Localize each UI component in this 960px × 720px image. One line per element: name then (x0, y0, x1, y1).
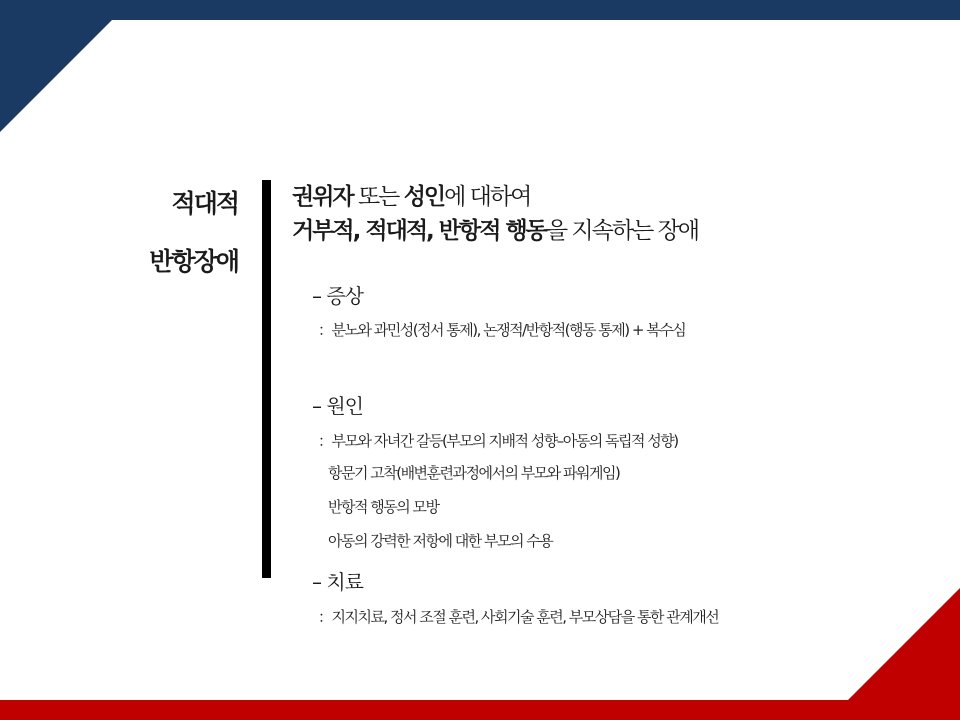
definition-line-2 (292, 212, 698, 245)
slide-title-line-1: 적대적 (171, 189, 238, 218)
symptoms-line: ：분노와 과민성(정서 통제), 논쟁적/반항적(행동 통제) + 복수심 (318, 321, 686, 339)
definition-term: 권위자 (292, 184, 353, 210)
section-title-treatment: – 치료 (312, 570, 363, 594)
causes-line: 아동의 강력한 저항에 대한 부모의 수용 (328, 532, 553, 550)
causes-line: 반항적 행동의 모방 (328, 498, 439, 516)
definition-text: 을 지속하는 장애 (545, 218, 699, 244)
top-left-decor-triangle (0, 20, 112, 132)
definition-term: 성인 (403, 184, 445, 210)
definition-text: 또는 (352, 184, 404, 210)
definition-line-1 (292, 178, 530, 211)
vertical-divider (262, 180, 271, 578)
top-decor-bar (0, 0, 960, 20)
bottom-right-decor-triangle (848, 588, 960, 700)
section-title-symptoms: – 증상 (312, 284, 363, 308)
section-title-causes: – 원인 (312, 394, 363, 418)
definition-text: 에 대하여 (444, 184, 531, 210)
causes-line: 항문기 고착(배변훈련과정에서의 부모와 파워게임) (328, 464, 620, 482)
slide-title-line-2: 반항장애 (149, 247, 238, 276)
treatment-line: ：지지치료, 정서 조절 훈련, 사회기술 훈련, 부모상담을 통한 관계개선 (318, 608, 719, 626)
causes-line: ：부모와 자녀간 갈등(부모의 지배적 성향–아동의 독립적 성향) (318, 432, 678, 450)
definition-term: 거부적, 적대적, 반항적 행동 (292, 218, 546, 244)
bottom-decor-bar (0, 700, 960, 720)
